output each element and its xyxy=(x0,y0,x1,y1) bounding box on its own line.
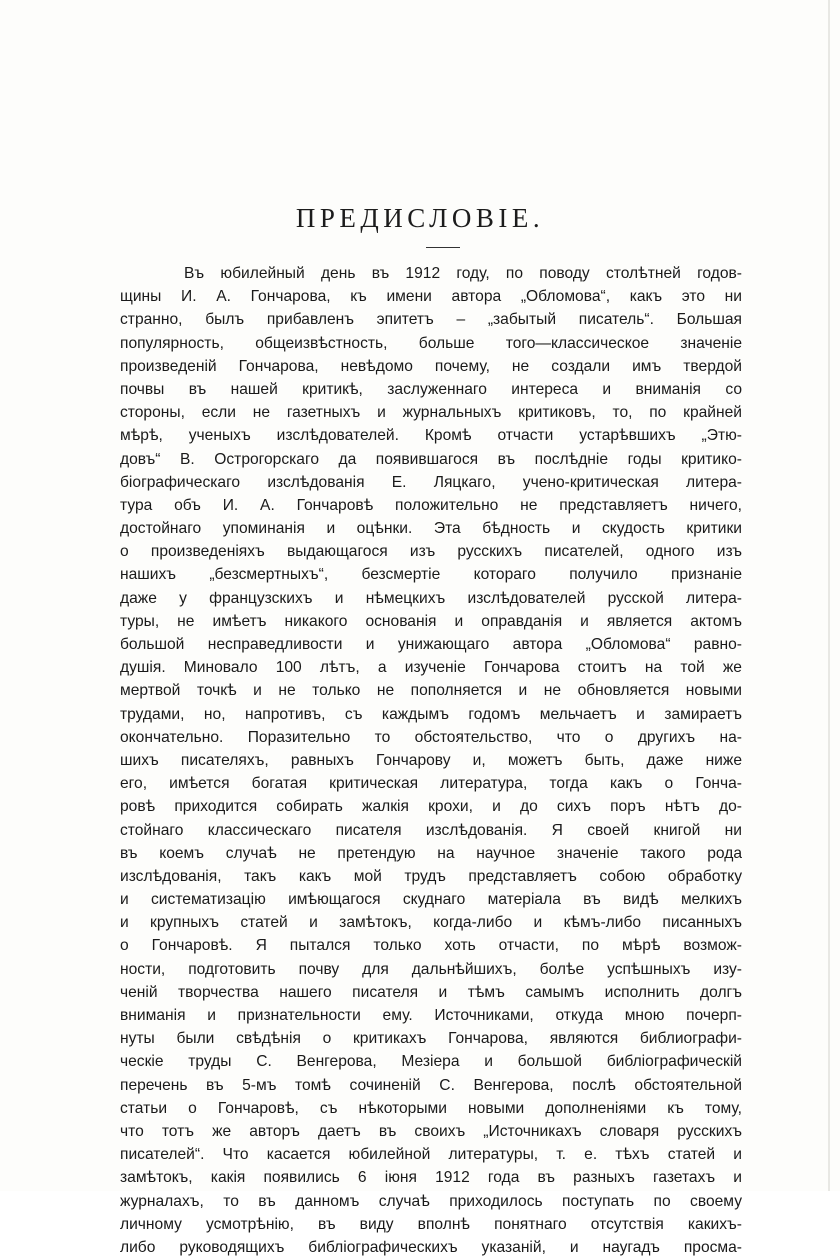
text-line: о произведеніяхъ выдающагося изъ русскихъ писателей, одного изъ xyxy=(120,543,742,561)
text-line: достойнаго упоминанія и оцѣнки. Эта бѣдность и скудость критики xyxy=(120,520,742,538)
text-line: и систематизацію имѣющагося скуднаго матеріала въ видѣ мелкихъ xyxy=(120,891,742,909)
body-text xyxy=(120,262,742,1259)
scan-edge xyxy=(828,0,830,1191)
text-line: стороны, если не газетныхъ и журнальныхъ критиковъ, то, по крайней xyxy=(120,404,742,422)
text-line: замѣтокъ, какія появились 6 іюня 1912 года въ разныхъ газетахъ и xyxy=(120,1169,742,1187)
text-line: статьи о Гончаровѣ, съ нѣкоторыми новыми дополненіями къ тому, xyxy=(120,1099,742,1117)
text-line: что тотъ же авторъ даетъ въ своихъ „Источникахъ словаря русскихъ xyxy=(120,1122,742,1140)
text-line: Въ юбилейный день въ 1912 году, по поводу столѣтней годов- xyxy=(184,265,742,282)
text-line: о Гончаровѣ. Я пытался только хоть отчасти, по мѣрѣ возмож- xyxy=(120,937,742,955)
text-line: стойнаго классическаго писателя изслѣдованія. Я своей книгой ни xyxy=(120,821,742,839)
text-line: тура объ И. А. Гончаровѣ положительно не представляетъ ничего, xyxy=(120,496,742,514)
text-line: мѣрѣ, ученыхъ изслѣдователей. Кромѣ отчасти устарѣвшихъ „Этю- xyxy=(120,427,742,445)
text-line: большой несправедливости и унижающаго автора „Обломова“ равно- xyxy=(120,636,742,653)
text-line: писателей“. Что касается юбилейной литературы, т. е. тѣхъ статей и xyxy=(120,1146,742,1164)
text-line: ченій творчества нашего писателя и тѣмъ самымъ исполнить долгъ xyxy=(120,983,742,1001)
text-line: популярность, общеизвѣстность, больше того—классическое значеніе xyxy=(120,334,742,352)
text-line: біографическаго изслѣдованія Е. Ляцкаго, учено-критическая литера- xyxy=(120,473,742,491)
title-divider xyxy=(426,247,460,248)
text-line: перечень въ 5-мъ томѣ сочиненій С. Венгерова, послѣ обстоятельной xyxy=(120,1076,742,1094)
text-line: вниманія и признательности ему. Источниками, откуда мною почерп- xyxy=(120,1007,742,1024)
text-line: нашихъ „безсмертныхъ“, безсмертіе котораго получило признаніе xyxy=(120,566,742,584)
text-line: окончательно. Поразительно то обстоятельство, что о другихъ на- xyxy=(120,728,742,746)
text-line: изслѣдованія, такъ какъ мой трудъ представляетъ собою обработку xyxy=(120,867,742,885)
text-line: личному усмотрѣнію, въ виду вполнѣ понятнаго отсутствія какихъ- xyxy=(120,1215,742,1233)
text-line: даже у французскихъ и нѣмецкихъ изслѣдователей русской литера- xyxy=(120,589,742,607)
text-line: и крупныхъ статей и замѣтокъ, когда-либо и кѣмъ-либо писанныхъ xyxy=(120,914,742,932)
text-line: довъ“ В. Острогорскаго да появившагося въ послѣдніе годы критико- xyxy=(120,450,742,468)
text-line: ровѣ приходится собирать жалкія крохи, и до сихъ поръ нѣтъ до- xyxy=(120,798,742,816)
text-line: душія. Миновало 100 лѣтъ, а изученіе Гончарова стоитъ на той же xyxy=(120,659,742,677)
text-line: щины И. А. Гончарова, къ имени автора „Обломова“, какъ это ни xyxy=(120,288,742,306)
text-line: шихъ писателяхъ, равныхъ Гончарову и, можетъ быть, даже ниже xyxy=(120,751,742,769)
text-line: журналахъ, то въ данномъ случаѣ приходилось поступать по своему xyxy=(120,1192,742,1210)
text-line: трудами, но, напротивъ, съ каждымъ годомъ мельчаетъ и замираетъ xyxy=(120,705,742,723)
text-line: въ коемъ случаѣ не претендую на научное значеніе такого рода xyxy=(120,844,742,862)
text-line: нуты были свѣдѣнія о критикахъ Гончарова, являются библиографи- xyxy=(120,1030,742,1048)
text-line: произведеній Гончарова, невѣдомо почему, не создали имъ твердой xyxy=(120,357,742,375)
text-line: странно, былъ прибавленъ эпитетъ – „забытый писатель“. Большая xyxy=(120,311,742,329)
text-line: мертвой точкѣ и не только не пополняется и не обновляется новыми xyxy=(120,682,742,700)
text-line: почвы въ нашей критикѣ, заслуженнаго интереса и вниманія со xyxy=(120,380,742,398)
text-line: либо руководящихъ библіографическихъ указаній, и наугадъ просма- xyxy=(120,1238,742,1256)
text-line: его, имѣется богатая критическая литература, тогда какъ о Гонча- xyxy=(120,775,742,793)
text-line: туры, не имѣетъ никакого основанія и оправданія и является актомъ xyxy=(120,612,742,630)
page-title: ПРЕДИСЛОВІЕ. xyxy=(295,203,545,233)
text-line: ности, подготовить почву для дальнѣйшихъ, болѣе успѣшныхъ изу- xyxy=(120,960,742,978)
text-line: ческіе труды С. Венгерова, Мезіера и большой библіографическій xyxy=(120,1053,742,1071)
